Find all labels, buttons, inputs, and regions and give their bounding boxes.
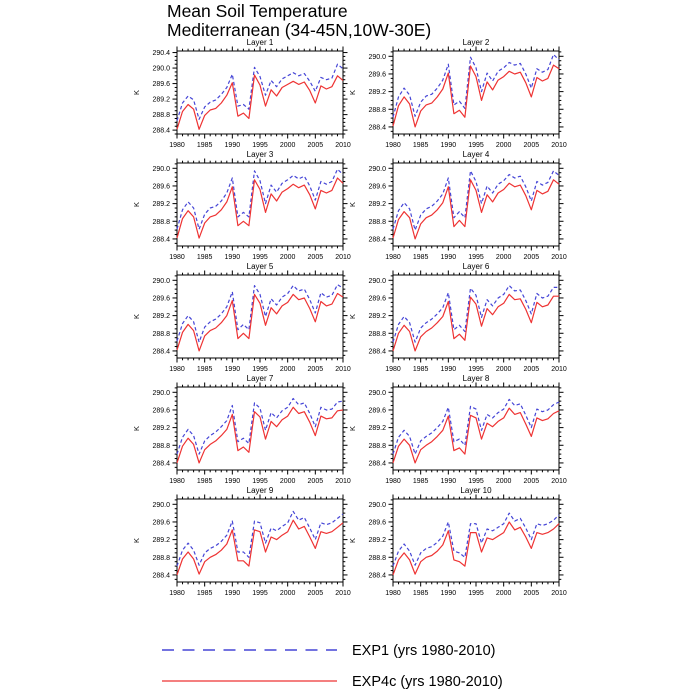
subplot-layer-6 (343, 257, 577, 376)
x-tick-label: 2005 (523, 590, 540, 597)
y-tick-label: 288.8 (368, 442, 386, 450)
tick-marks (173, 47, 348, 139)
plot-frame (177, 275, 343, 358)
y-tick-label: 288.4 (152, 572, 170, 580)
x-tick-label: 1985 (412, 590, 429, 597)
y-tick-label: 290.0 (368, 165, 386, 173)
x-tick-label: 2000 (279, 590, 296, 597)
legend-entry-exp1 (0, 641, 700, 661)
subplot-layer-2 (343, 33, 577, 152)
x-tick-label: 1980 (385, 478, 401, 485)
x-tick-label: 1990 (440, 254, 457, 261)
title-line-2: Mediterranean (34-45N,10W-30E) (167, 20, 432, 40)
x-tick-label: 1995 (252, 478, 268, 485)
y-tick-label: 288.8 (368, 330, 386, 338)
x-tick-label: 1995 (468, 478, 484, 485)
y-tick-label: 289.6 (152, 183, 170, 191)
x-tick-label: 2000 (279, 366, 296, 373)
y-tick-label: 289.2 (368, 89, 386, 97)
y-tick-label: 289.2 (368, 425, 386, 433)
exp4c-line (177, 407, 343, 463)
plot-area (132, 374, 351, 485)
x-tick-label: 2010 (551, 254, 567, 261)
y-tick-label: 289.6 (152, 519, 170, 527)
x-tick-label: 1980 (169, 366, 185, 373)
x-tick-label: 2000 (279, 254, 296, 261)
y-tick-label: 289.2 (368, 537, 386, 545)
y-tick-label: 288.8 (368, 218, 386, 226)
y-tick-label: 290.0 (152, 165, 170, 173)
y-tick-label: 289.6 (368, 71, 386, 79)
subplot-layer-8 (343, 369, 577, 488)
plot-area (348, 38, 567, 149)
y-tick-label: 290.0 (368, 501, 386, 509)
y-tick-label: 289.2 (152, 313, 170, 321)
x-tick-label: 1995 (252, 254, 268, 261)
x-tick-label: 1980 (385, 142, 401, 149)
plot-area (348, 486, 567, 597)
x-tick-label: 2010 (335, 478, 351, 485)
x-tick-label: 1990 (224, 478, 241, 485)
exp4c-legend-label: EXP4c (yrs 1980-2010) (352, 674, 503, 690)
y-tick-label: 289.6 (152, 407, 170, 415)
y-tick-label: 289.2 (368, 201, 386, 209)
y-tick-label: 290.0 (152, 389, 170, 397)
x-tick-label: 2005 (307, 366, 324, 373)
x-tick-label: 1980 (385, 254, 401, 261)
exp4c-line (393, 180, 559, 239)
y-tick-label: 290.0 (152, 65, 170, 73)
subplot-title: Layer 1 (246, 38, 274, 47)
exp1-legend-label: EXP1 (yrs 1980-2010) (352, 643, 496, 659)
x-tick-label: 2005 (523, 366, 540, 373)
exp4c-line (177, 178, 343, 238)
y-tick-label: 290.0 (152, 501, 170, 509)
y-tick-label: 289.6 (368, 519, 386, 527)
x-tick-label: 2005 (307, 254, 324, 261)
x-tick-label: 1995 (252, 366, 268, 373)
x-tick-label: 1995 (468, 254, 484, 261)
y-tick-label: 289.2 (152, 425, 170, 433)
exp4c-line (393, 65, 559, 127)
x-tick-label: 1990 (440, 366, 457, 373)
subplot-title: Layer 10 (460, 486, 492, 495)
y-tick-label: 288.4 (368, 460, 386, 468)
x-tick-label: 1980 (169, 478, 185, 485)
subplot-layer-9 (127, 481, 361, 600)
y-axis-label: K (132, 425, 141, 432)
y-tick-label: 288.8 (152, 112, 170, 120)
x-tick-label: 1980 (169, 254, 185, 261)
y-axis-label: K (348, 313, 357, 320)
x-tick-label: 1995 (252, 590, 268, 597)
y-tick-label: 288.8 (368, 106, 386, 114)
plot-frame (177, 163, 343, 246)
subplot-layer-5 (127, 257, 361, 376)
subplot-layer-4 (343, 145, 577, 264)
plot-area (348, 150, 567, 261)
x-tick-label: 2010 (551, 366, 567, 373)
title-line-1: Mean Soil Temperature (167, 1, 348, 21)
y-tick-label: 289.6 (368, 295, 386, 303)
y-axis-label: K (348, 89, 357, 96)
x-tick-label: 1980 (169, 142, 185, 149)
x-tick-label: 1990 (440, 590, 457, 597)
exp1-line (177, 64, 343, 121)
subplot-title: Layer 4 (462, 150, 490, 159)
x-tick-label: 1980 (385, 366, 401, 373)
x-tick-label: 2000 (495, 590, 512, 597)
y-tick-label: 290.0 (152, 277, 170, 285)
y-tick-label: 289.6 (152, 81, 170, 89)
y-tick-label: 288.4 (152, 127, 170, 135)
x-tick-label: 2005 (307, 478, 324, 485)
y-tick-label: 289.6 (368, 407, 386, 415)
x-tick-label: 1980 (169, 590, 185, 597)
x-tick-label: 2005 (307, 142, 324, 149)
y-axis-label: K (132, 537, 141, 544)
y-axis-label: K (348, 425, 357, 432)
exp4c-legend-line (162, 672, 338, 692)
x-tick-label: 1995 (252, 142, 268, 149)
subplot-title: Layer 2 (462, 38, 490, 47)
subplot-title: Layer 7 (246, 374, 274, 383)
x-tick-label: 2000 (495, 254, 512, 261)
plot-area (348, 374, 567, 485)
x-tick-label: 1995 (468, 366, 484, 373)
x-tick-label: 1985 (412, 478, 429, 485)
x-tick-label: 1990 (224, 366, 241, 373)
x-tick-label: 2005 (523, 254, 540, 261)
y-axis-label: K (348, 201, 357, 208)
x-tick-label: 2005 (523, 142, 540, 149)
plot-frame (393, 163, 559, 246)
x-tick-label: 2010 (335, 254, 351, 261)
plot-area (132, 262, 351, 373)
x-tick-label: 1990 (440, 142, 457, 149)
subplot-layer-10 (343, 481, 577, 600)
y-tick-label: 288.4 (152, 460, 170, 468)
subplot-layer-1 (127, 33, 361, 152)
subplot-title: Layer 3 (246, 150, 274, 159)
x-tick-label: 1990 (224, 254, 241, 261)
x-tick-label: 1985 (196, 478, 213, 485)
y-tick-label: 288.8 (152, 554, 170, 562)
x-tick-label: 1985 (196, 590, 213, 597)
x-tick-label: 2010 (551, 478, 567, 485)
plot-area (348, 262, 567, 373)
x-tick-label: 2000 (495, 478, 512, 485)
y-axis-label: K (132, 313, 141, 320)
x-tick-label: 1990 (224, 590, 241, 597)
y-tick-label: 289.2 (152, 201, 170, 209)
x-tick-label: 2010 (335, 590, 351, 597)
x-tick-label: 2010 (551, 590, 567, 597)
x-tick-label: 1985 (196, 254, 213, 261)
y-tick-label: 288.4 (152, 236, 170, 244)
y-tick-label: 290.0 (368, 53, 386, 61)
x-tick-label: 2005 (523, 478, 540, 485)
y-tick-label: 290.4 (152, 50, 170, 58)
subplot-title: Layer 9 (246, 486, 274, 495)
y-tick-label: 288.8 (152, 330, 170, 338)
plot-frame (393, 51, 559, 134)
x-tick-label: 1985 (412, 366, 429, 373)
y-tick-label: 288.4 (152, 348, 170, 356)
y-tick-label: 288.4 (368, 348, 386, 356)
legend-entry-exp4c (0, 672, 700, 692)
y-axis-label: K (132, 89, 141, 96)
exp4c-line (393, 522, 559, 575)
x-tick-label: 1995 (468, 142, 484, 149)
y-tick-label: 289.6 (152, 295, 170, 303)
x-tick-label: 2000 (279, 478, 296, 485)
x-tick-label: 1980 (385, 590, 401, 597)
y-tick-label: 288.4 (368, 572, 386, 580)
exp1-legend-line (162, 641, 338, 661)
y-tick-label: 289.2 (368, 313, 386, 321)
plot-area (132, 38, 351, 149)
y-tick-label: 290.0 (368, 389, 386, 397)
x-tick-label: 1985 (196, 142, 213, 149)
subplot-title: Layer 6 (462, 262, 490, 271)
x-tick-label: 2010 (335, 366, 351, 373)
y-tick-label: 289.6 (368, 183, 386, 191)
y-tick-label: 288.4 (368, 236, 386, 244)
x-tick-label: 2000 (495, 366, 512, 373)
y-tick-label: 288.4 (368, 124, 386, 132)
x-tick-label: 2005 (307, 590, 324, 597)
exp4c-line (393, 408, 559, 463)
y-axis-label: K (132, 201, 141, 208)
x-tick-label: 2010 (335, 142, 351, 149)
x-tick-label: 1985 (412, 254, 429, 261)
y-tick-label: 290.0 (368, 277, 386, 285)
x-tick-label: 1995 (468, 590, 484, 597)
x-tick-label: 1990 (224, 142, 241, 149)
plot-frame (393, 275, 559, 358)
x-tick-label: 2000 (279, 142, 296, 149)
subplot-title: Layer 8 (462, 374, 490, 383)
x-tick-label: 1990 (440, 478, 457, 485)
plot-area (132, 486, 351, 597)
x-tick-label: 2000 (495, 142, 512, 149)
plot-area (132, 150, 351, 261)
subplot-layer-7 (127, 369, 361, 488)
y-tick-label: 288.8 (152, 218, 170, 226)
y-tick-label: 288.8 (152, 442, 170, 450)
x-tick-label: 2010 (551, 142, 567, 149)
x-tick-label: 1985 (412, 142, 429, 149)
x-tick-label: 1985 (196, 366, 213, 373)
y-tick-label: 289.2 (152, 96, 170, 104)
subplot-title: Layer 5 (246, 262, 274, 271)
subplot-layer-3 (127, 145, 361, 264)
y-tick-label: 289.2 (152, 537, 170, 545)
exp4c-line (177, 520, 343, 575)
y-tick-label: 288.8 (368, 554, 386, 562)
y-axis-label: K (348, 537, 357, 544)
